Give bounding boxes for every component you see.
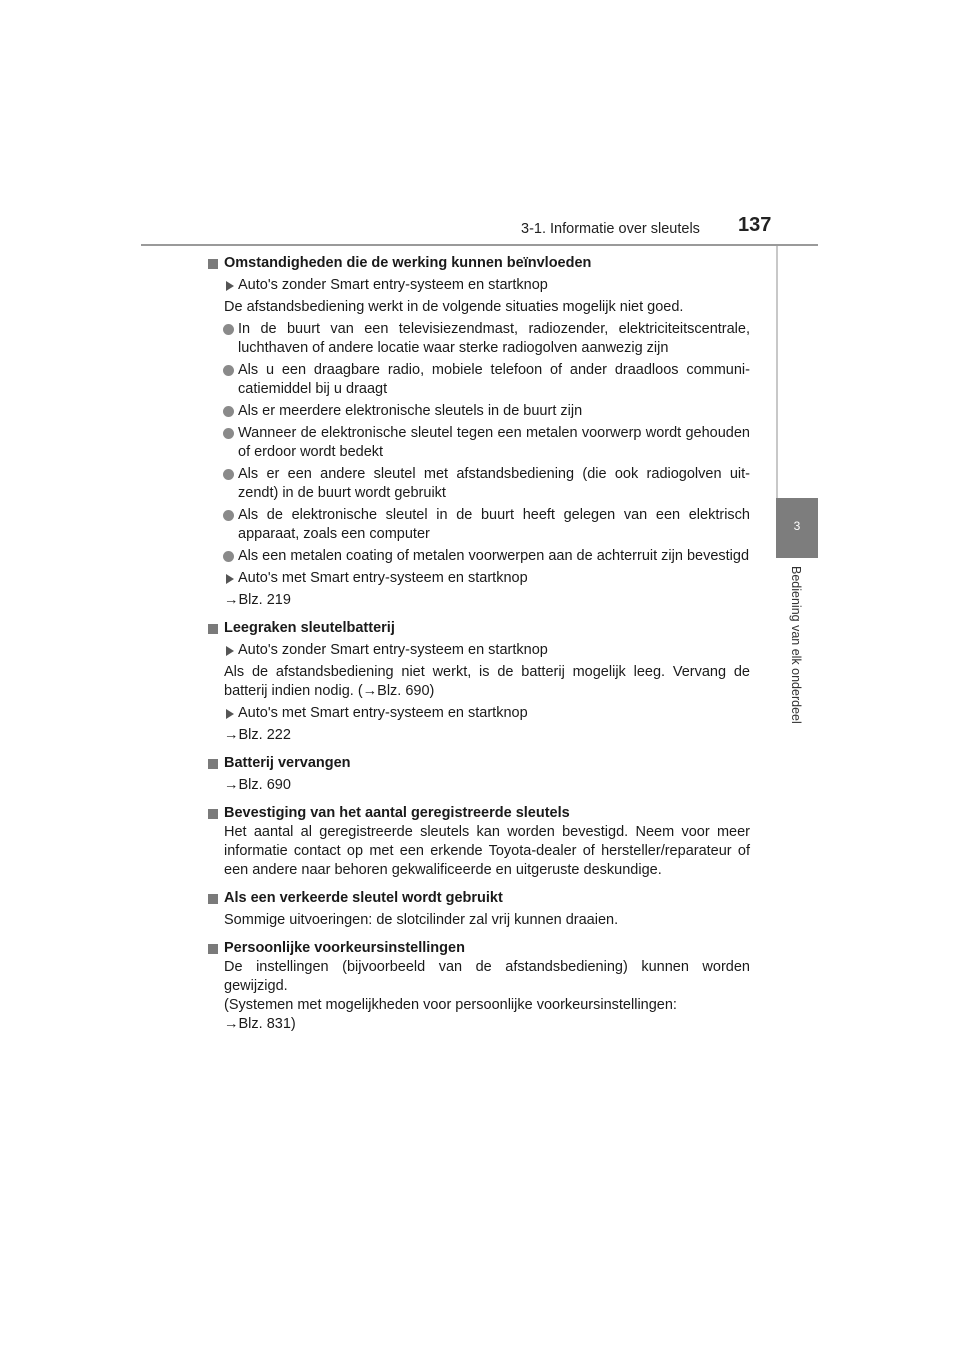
page-reference[interactable]: →Blz. 219 [224,592,291,608]
triangle-right-icon [226,646,234,656]
body-paragraph: (Systemen met mogelijkheden voor persoonlijke voorkeursinstellingen: [224,997,677,1013]
section-heading-verkeerde: Als een verkeerde sleutel wordt gebruikt [210,889,750,908]
page-reference[interactable]: →Blz. 222 [224,727,291,743]
list-item: Wanneer de elektronische sleutel tegen een metalen voorwerp wordt gehouden of erdoor wordt bedekt [210,424,750,462]
body-paragraph: Sommige uitvoeringen: de slotcilinder zal vrij kunnen draaien. [224,912,619,928]
running-header-section: 3-1. Informatie over sleutels [521,221,700,237]
triangle-right-icon [226,709,234,719]
body-paragraph: Het aantal al geregistreerde sleutels kan worden bevestigd. Neem voor meer informatie contact op met een erkende Toyota-dealer of hersteller/reparateur of een andere naar behoren gekwalificeerde en uitgeruste deskundige. [224,824,750,878]
round-bullet-icon [223,365,234,376]
body-paragraph: Als de afstandsbediening niet werkt, is de batterij mogelijk leeg. Vervang de batterij indien nodig. (→Blz. 690) [224,664,750,699]
page-reference[interactable]: →Blz. 690 [224,777,291,793]
page-number: 137 [738,214,772,236]
list-item: Als u een draagbare radio, mobiele telefoon of ander draadloos communi- catiemiddel bij u draagt [210,361,750,399]
section-heading-bevestiging: Bevestiging van het aantal geregistreerde sleutels [210,804,750,823]
intro-paragraph: De afstandsbediening werkt in de volgende situaties mogelijk niet goed. [224,299,684,315]
section-heading-leegraken: Leegraken sleutelbatterij [210,619,750,638]
arrow-right-icon: → [362,683,378,699]
body-paragraph: De instellingen (bijvoorbeeld van de afstandsbediening) kunnen worden gewijzigd. [224,959,750,994]
list-item: Als er meerdere elektronische sleutels in de buurt zijn [210,402,750,421]
chapter-label-container [779,566,815,756]
square-bullet-icon [208,894,218,904]
arrow-right-icon: → [224,777,239,793]
variant-label: Auto's met Smart entry-systeem en startknop [210,704,750,723]
square-bullet-icon [208,624,218,634]
page-reference[interactable]: →Blz. 831) [224,1016,296,1032]
round-bullet-icon [223,469,234,480]
section-heading-vervangen: Batterij vervangen [210,754,750,773]
square-bullet-icon [208,809,218,819]
triangle-right-icon [226,281,234,291]
arrow-right-icon: → [224,1016,239,1032]
list-item: Als een metalen coating of metalen voorwerpen aan de achterruit zijn bevestigd [210,547,750,566]
page-content [210,254,750,1034]
square-bullet-icon [208,759,218,769]
square-bullet-icon [208,259,218,269]
list-item: Als er een andere sleutel met afstandsbediening (die ook radiogolven uit- zendt) in de buurt wordt gebruikt [210,465,750,503]
arrow-right-icon: → [224,592,239,608]
variant-label: Auto's met Smart entry-systeem en startknop [210,569,750,588]
header-rule [141,244,818,246]
round-bullet-icon [223,510,234,521]
variant-label: Auto's zonder Smart entry-systeem en startknop [210,641,750,660]
round-bullet-icon [223,324,234,335]
square-bullet-icon [208,944,218,954]
chapter-tab [776,498,818,558]
arrow-right-icon: → [224,727,239,743]
round-bullet-icon [223,406,234,417]
side-margin-rule [776,246,818,498]
section-heading-omstandigheden: Omstandigheden die de werking kunnen beïnvloeden [210,254,750,273]
triangle-right-icon [226,574,234,584]
round-bullet-icon [223,428,234,439]
round-bullet-icon [223,551,234,562]
page-reference[interactable]: Blz. 690) [377,683,435,699]
variant-label: Auto's zonder Smart entry-systeem en startknop [210,276,750,295]
list-item: In de buurt van een televisiezendmast, radiozender, elektriciteitscentrale, luchthaven of andere locatie waar sterke radiogolven aanwezig zijn [210,320,750,358]
chapter-label: Bediening van elk onderdeel [789,566,803,724]
chapter-number: 3 [793,519,801,533]
section-heading-persoonlijk: Persoonlijke voorkeursinstellingen [210,939,750,958]
list-item: Als de elektronische sleutel in de buurt heeft gelegen van een elektrisch apparaat, zoals een computer [210,506,750,544]
